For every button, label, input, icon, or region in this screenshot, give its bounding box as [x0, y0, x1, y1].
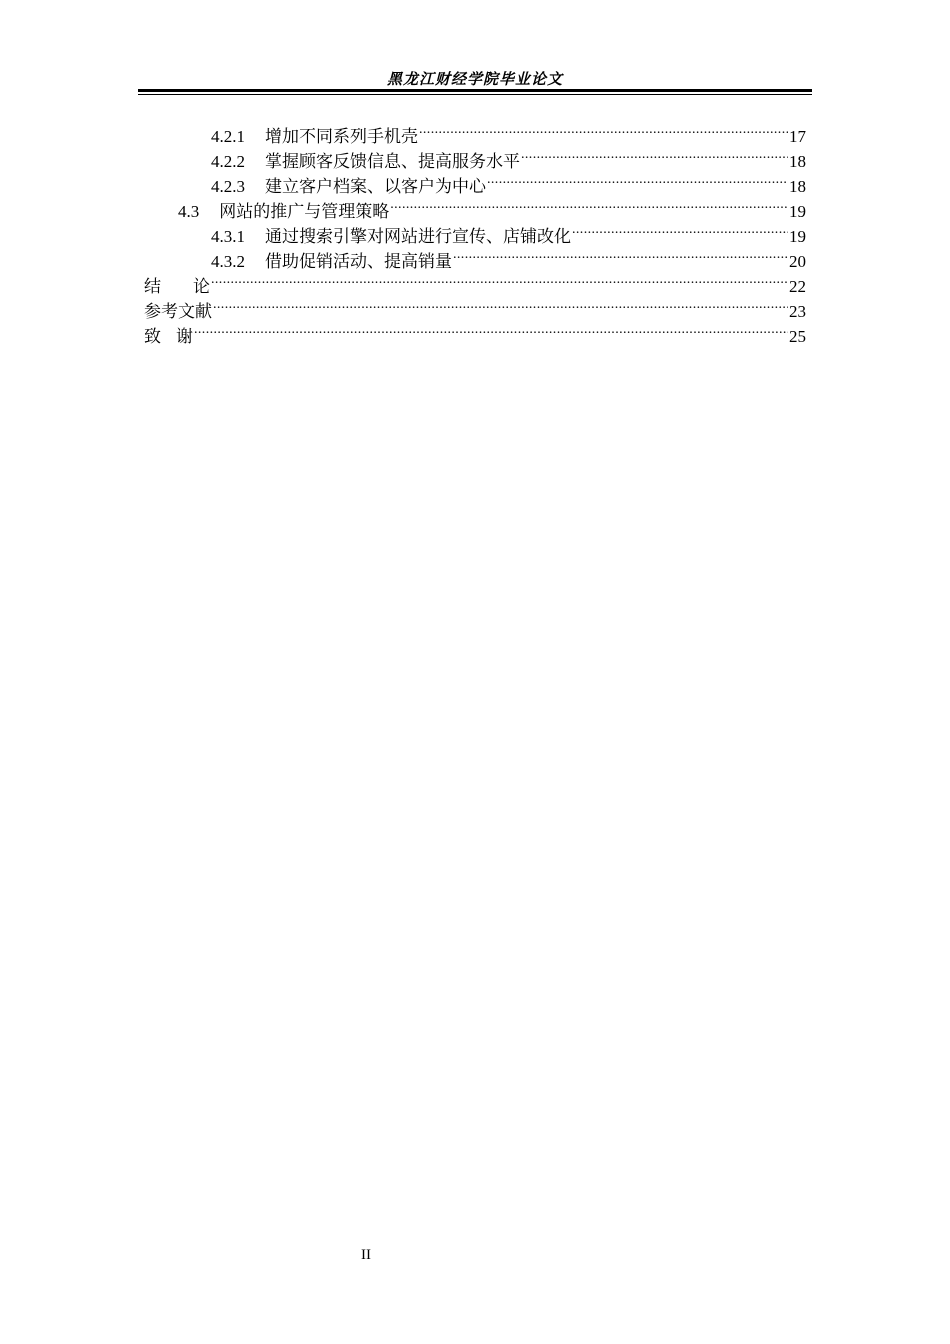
page-number: II [361, 1247, 371, 1263]
toc-entry-conclusion[interactable] [144, 267, 806, 296]
toc-dot-leader [419, 117, 788, 142]
toc-entry-number: 4.2.1 [211, 127, 245, 146]
toc-entry-title: 增加不同系列手机壳 [265, 127, 418, 146]
page-header-title: 黑龙江财经学院毕业论文 [386, 70, 563, 88]
toc-entry-acknowledgements[interactable] [144, 317, 806, 346]
header-rule-thin [138, 94, 812, 95]
toc-entry-title: 建立客户档案、以客户为中心 [265, 177, 486, 196]
toc-dot-leader [213, 292, 788, 317]
toc-entry-references[interactable] [144, 292, 806, 321]
toc-entry-title: 掌握顾客反馈信息、提高服务水平 [265, 152, 520, 171]
toc-entry-title: 网站的推广与管理策略 [219, 202, 390, 221]
toc-entry-number: 4.3 [178, 202, 200, 221]
toc-dot-leader [572, 217, 788, 242]
toc-entry-number: 4.3.2 [211, 252, 245, 271]
toc-entry-page: 19 [789, 202, 806, 221]
toc-entry-title: 致谢 [144, 327, 208, 346]
toc-entry-page: 20 [789, 252, 806, 271]
toc-entry-page: 25 [789, 327, 806, 346]
toc-entry-number: 4.3.1 [211, 227, 245, 246]
toc-dot-leader [521, 142, 788, 167]
toc-dot-leader [211, 267, 788, 292]
toc-dot-leader [487, 167, 788, 192]
toc-entry-page: 17 [789, 127, 806, 146]
toc-entry-title: 参考文献 [144, 302, 212, 321]
toc-entry-title: 通过搜索引擎对网站进行宣传、店铺改化 [265, 227, 571, 246]
toc-entry-title: 结论 [144, 277, 242, 296]
toc-entry-number: 4.2.2 [211, 152, 245, 171]
toc-entry-number: 4.2.3 [211, 177, 245, 196]
toc-entry[interactable] [144, 117, 806, 146]
toc-entry-page: 23 [789, 302, 806, 321]
toc-entry-page: 18 [789, 152, 806, 171]
toc-entry-page: 22 [789, 277, 806, 296]
toc-dot-leader [390, 192, 788, 217]
header-rule-thick [138, 89, 812, 92]
toc-dot-leader [453, 242, 788, 267]
toc-dot-leader [194, 317, 788, 342]
toc-entry-page: 18 [789, 177, 806, 196]
toc-entry-title: 借助促销活动、提高销量 [265, 252, 452, 271]
toc-entry-page: 19 [789, 227, 806, 246]
table-of-contents [144, 117, 806, 346]
